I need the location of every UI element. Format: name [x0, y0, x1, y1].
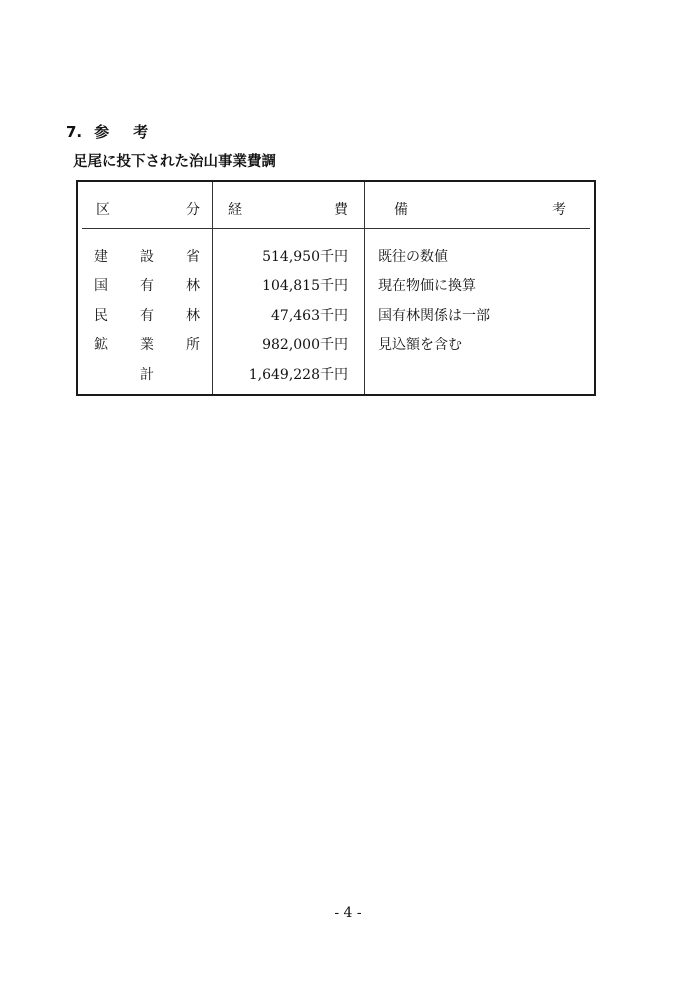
- page-number: - 4 -: [334, 905, 362, 921]
- section-number: 7.: [66, 123, 83, 141]
- category-char: 所: [186, 337, 200, 353]
- category-char: 有: [140, 308, 154, 324]
- header-category-char: 区: [96, 202, 110, 218]
- header-expense: [228, 199, 348, 219]
- category-char: 省: [186, 249, 200, 265]
- header-expense-char: 経: [228, 202, 242, 218]
- column-divider: [212, 182, 213, 394]
- expense-table: [76, 180, 596, 396]
- row-category-total: [94, 364, 200, 384]
- header-expense-char: 費: [334, 202, 348, 218]
- header-remarks: [394, 199, 566, 219]
- category-char: 業: [140, 337, 154, 353]
- row-category: [94, 305, 200, 325]
- category-char: 林: [186, 278, 200, 294]
- table-caption: 足尾に投下された治山事業費調: [73, 154, 276, 170]
- row-note: 既往の数値: [378, 249, 448, 265]
- row-amount-total: 1,649,228千円: [248, 367, 348, 383]
- row-note: 国有林関係は一部: [378, 308, 490, 324]
- row-category: [94, 334, 200, 354]
- row-category: [94, 275, 200, 295]
- row-amount: 47,463千円: [271, 308, 348, 324]
- row-amount: 514,950千円: [262, 249, 348, 265]
- row-category: [94, 246, 200, 266]
- category-char: 設: [140, 249, 154, 265]
- category-char: 林: [186, 308, 200, 324]
- section-heading: [66, 121, 172, 142]
- header-category-char: 分: [186, 202, 200, 218]
- category-char: 国: [94, 278, 108, 294]
- header-remarks-char: 考: [552, 202, 566, 218]
- category-char: 鉱: [94, 337, 108, 353]
- header-remarks-char: 備: [394, 202, 408, 218]
- category-char: 有: [140, 278, 154, 294]
- section-title: 参考: [94, 123, 173, 141]
- row-note: 見込額を含む: [378, 337, 462, 353]
- row-amount: 104,815千円: [262, 278, 348, 294]
- header-divider: [82, 228, 590, 229]
- header-category: [96, 199, 200, 219]
- row-note: 現在物価に換算: [378, 278, 476, 294]
- category-char: 民: [94, 308, 108, 324]
- category-char: 計: [140, 367, 154, 383]
- category-char: 建: [94, 249, 108, 265]
- row-amount: 982,000千円: [262, 337, 348, 353]
- column-divider: [364, 182, 365, 394]
